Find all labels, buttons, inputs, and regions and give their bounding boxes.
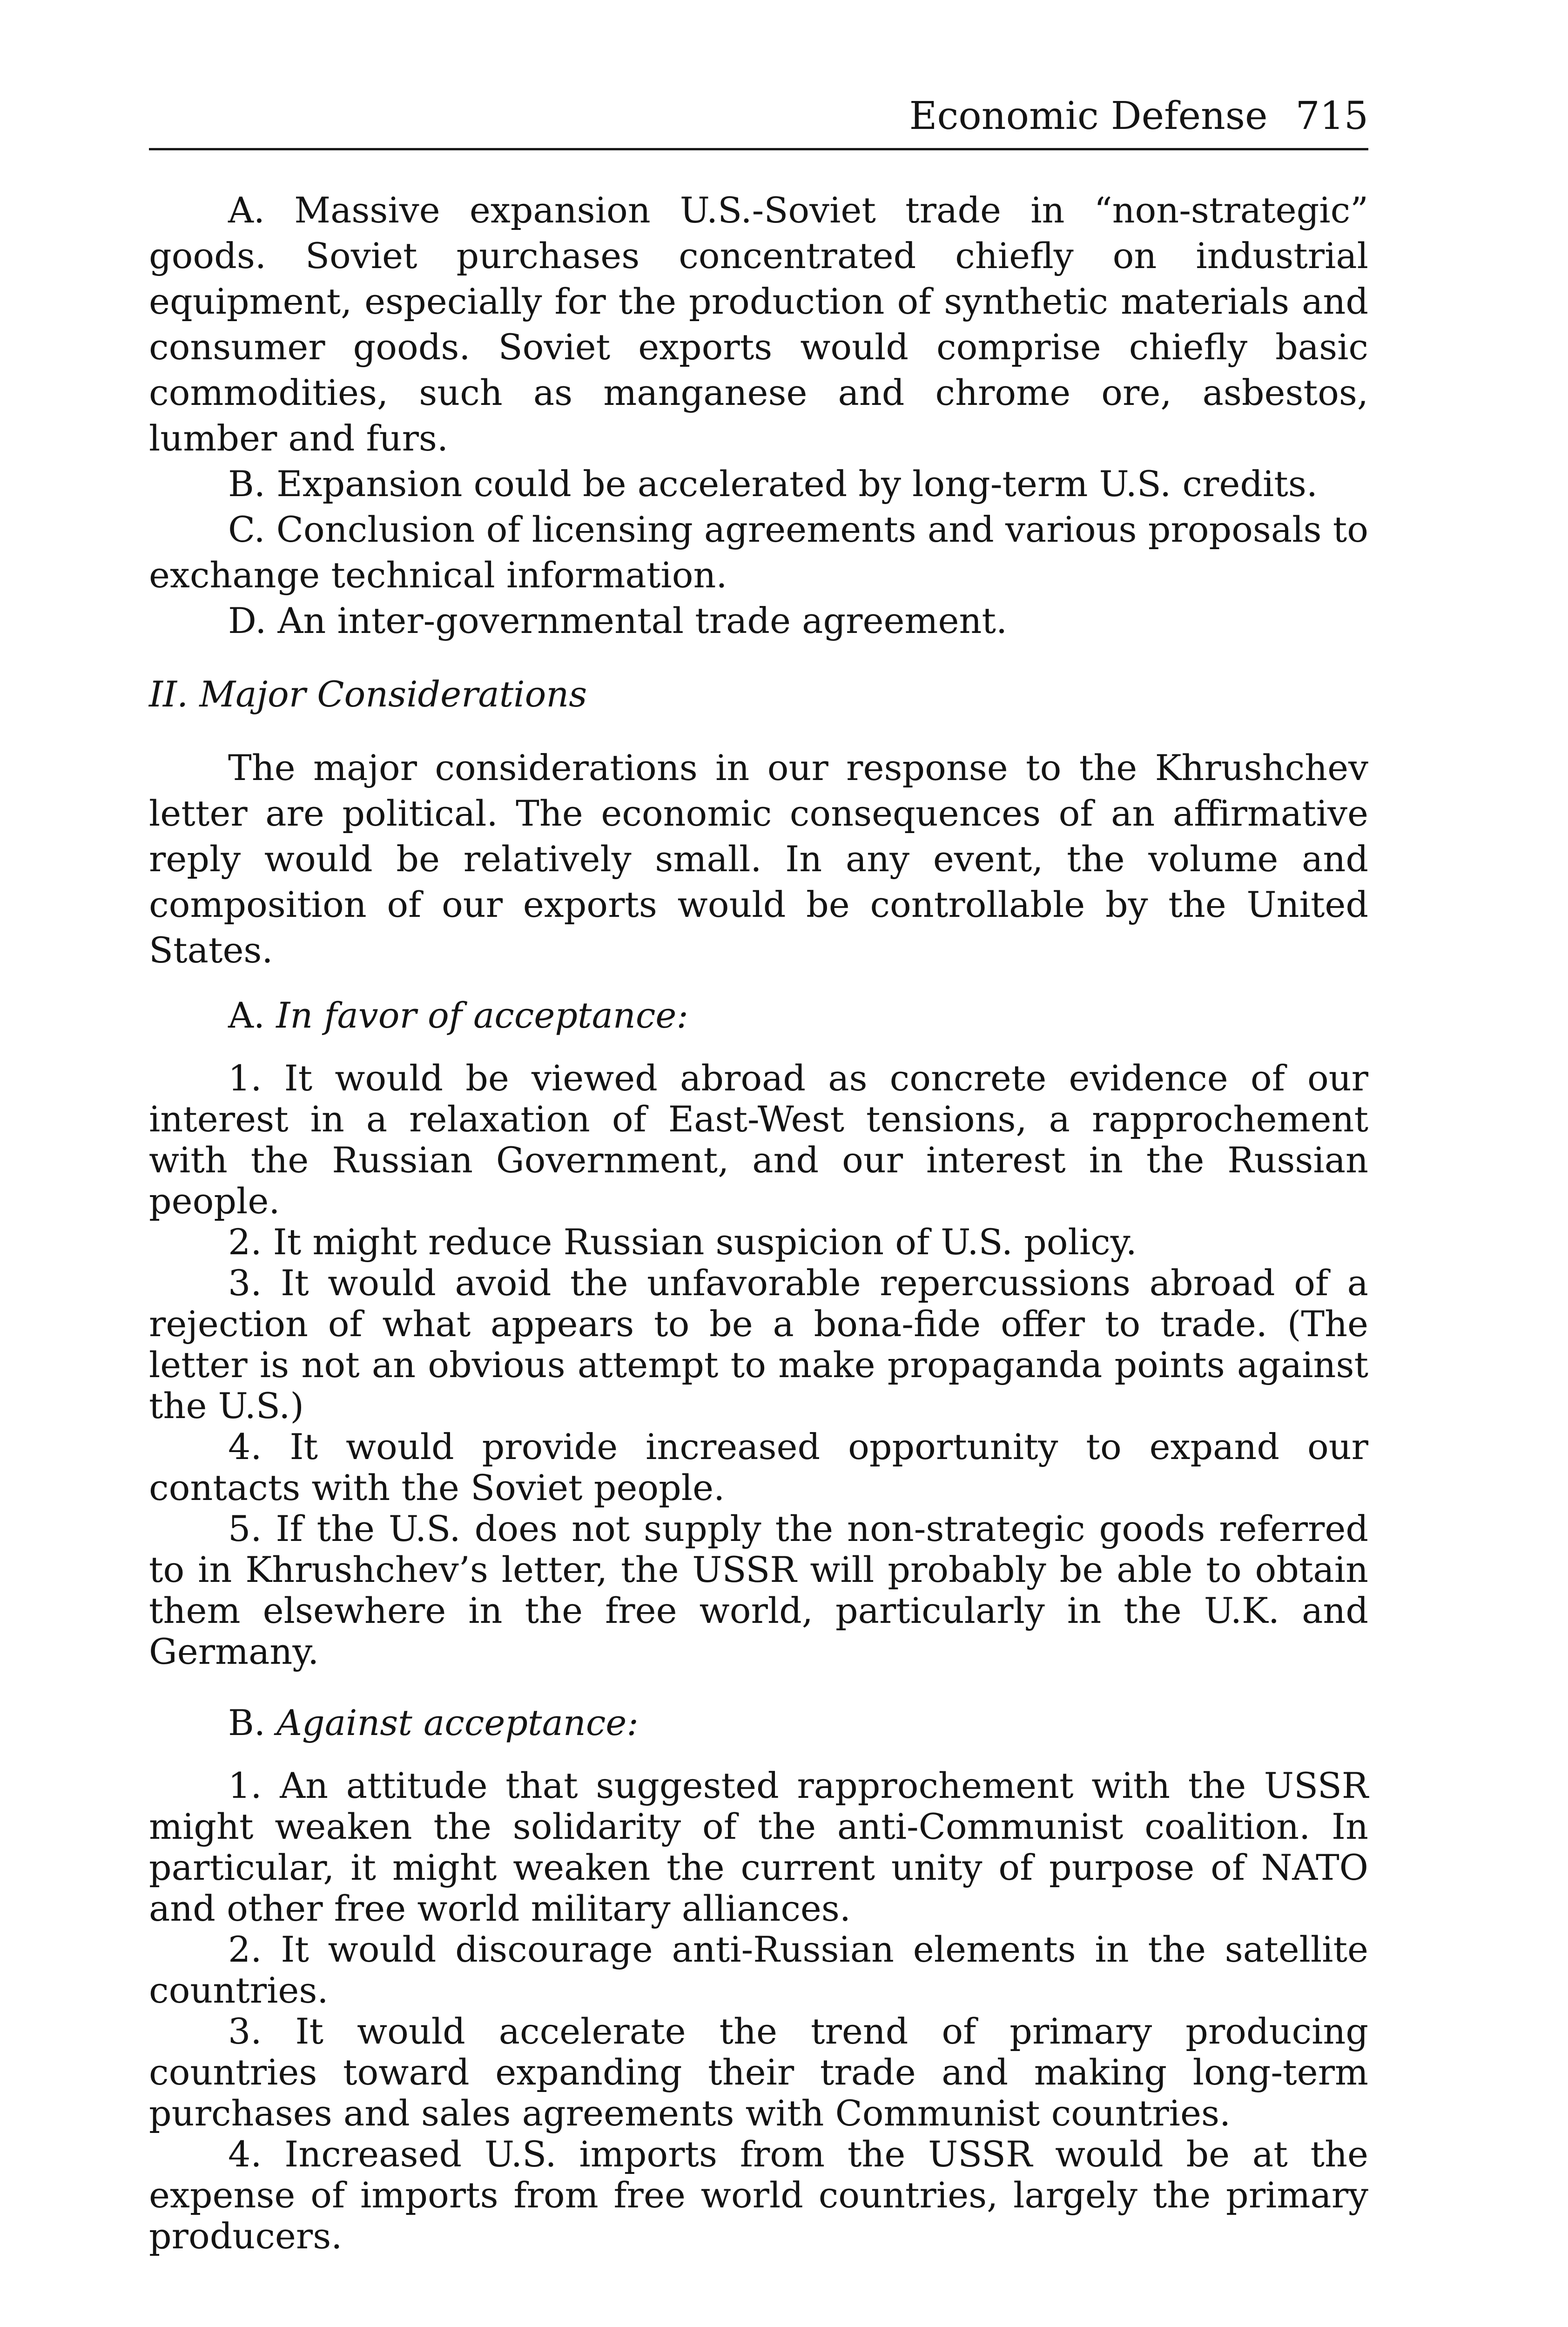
against-heading — [149, 1700, 1368, 1746]
document-body — [149, 188, 1368, 2257]
against-item-3: 3. It would accelerate the trend of primary producing countries toward expanding their trade and making long-term purchases and sales agreements with Communist countries. — [149, 2011, 1368, 2134]
page-number: 715 — [1295, 94, 1368, 138]
in-favor-list — [149, 1058, 1368, 1672]
in-favor-heading — [149, 993, 1368, 1038]
section-one-item-a: A. Massive expansion U.S.-Soviet trade in “non-strategic” goods. Soviet purchases concentrated chiefly on industrial equipment, especially for the production of synthetic materials and consumer goods. Soviet exports would comprise chiefly basic commodities, such as manganese and chrome ore, asbestos, lumber and furs. — [149, 189, 1368, 459]
section-one-item-c: C. Conclusion of licensing agreements and various proposals to exchange technical information. — [149, 509, 1368, 596]
section-two-heading: II. Major Considerations — [149, 673, 587, 715]
against-heading-label: Against acceptance: — [276, 1702, 639, 1743]
document-page — [149, 93, 1368, 2257]
section-one-item-d: D. An inter-governmental trade agreement. — [228, 600, 1008, 641]
against-list — [149, 1765, 1368, 2257]
in-favor-item-5: 5. If the U.S. does not supply the non-strategic goods referred to in Khrushchev’s letter, the USSR will probably be able to obtain them elsewhere in the free world, particularly in the U.K. and Germany. — [149, 1508, 1368, 1672]
in-favor-item-3: 3. It would avoid the unfavorable repercussions abroad of a rejection of what appears to be a bona-fide offer to trade. (The letter is not an obvious attempt to make propaganda points against the U.S.) — [149, 1262, 1368, 1426]
section-two-intro: The major considerations in our response to the Khrushchev letter are political. The economic consequences of an affirmative reply would be relatively small. In any event, the volume and composition of our exports would be controllable by the United States. — [149, 747, 1368, 971]
running-title: Economic Defense — [909, 94, 1268, 138]
against-item-2: 2. It would discourage anti-Russian elements in the satellite countries. — [149, 1929, 1368, 2011]
in-favor-heading-prefix: A. — [228, 995, 276, 1036]
section-one-item-b: B. Expansion could be accelerated by long-term U.S. credits. — [228, 463, 1318, 504]
in-favor-item-2: 2. It might reduce Russian suspicion of U.S. policy. — [228, 1221, 1137, 1263]
against-item-1: 1. An attitude that suggested rapprochement with the USSR might weaken the solidarity of the anti-Communist coalition. In particular, it might weaken the current unity of purpose of NATO and other free world military alliances. — [149, 1765, 1368, 1929]
against-heading-prefix: B. — [228, 1702, 277, 1743]
in-favor-item-1: 1. It would be viewed abroad as concrete evidence of our interest in a relaxation of East-West tensions, a rapprochement with the Russian Government, and our interest in the Russian people. — [149, 1057, 1368, 1222]
in-favor-heading-label: In favor of acceptance: — [276, 995, 689, 1036]
against-item-4: 4. Increased U.S. imports from the USSR would be at the expense of imports from free world countries, largely the primary producers. — [149, 2133, 1368, 2257]
running-header — [149, 93, 1368, 150]
in-favor-item-4: 4. It would provide increased opportunity to expand our contacts with the Soviet people. — [149, 1426, 1368, 1508]
